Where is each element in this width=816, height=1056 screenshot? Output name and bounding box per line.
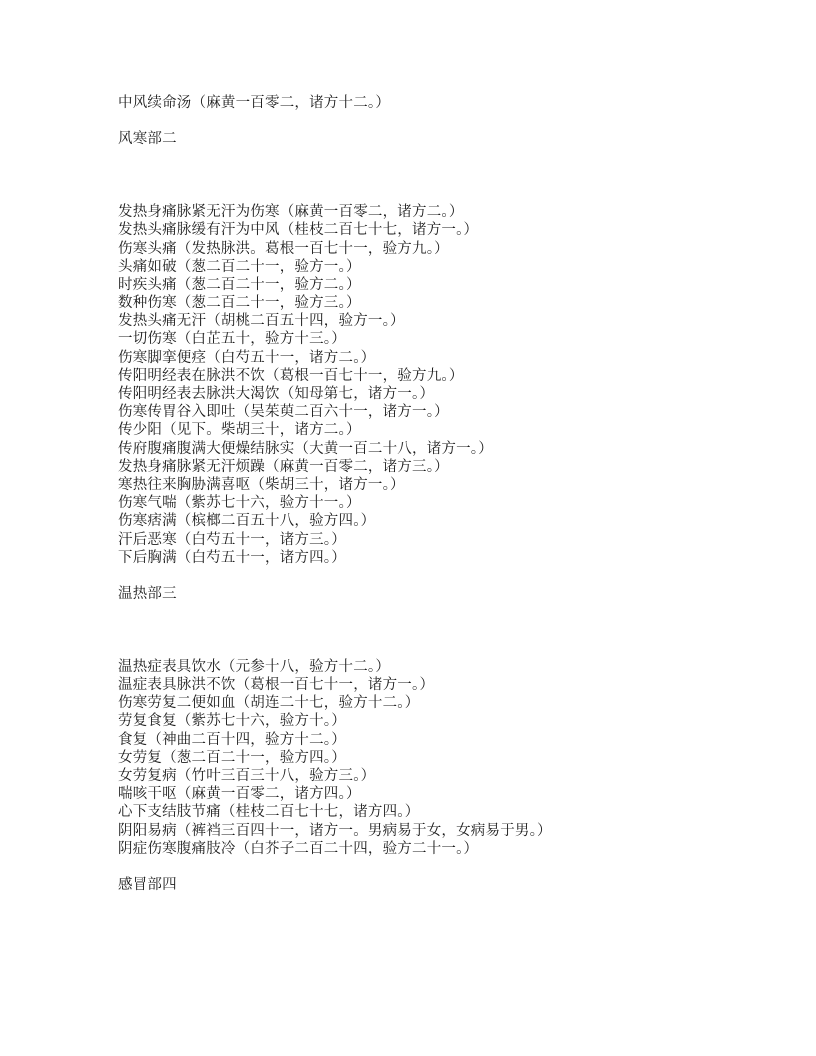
text-line: 下后胸满（白芍五十一，诸方四。） [118,549,346,566]
text-line: 汗后恶寒（白芍五十一，诸方三。） [118,531,346,548]
text-line: 劳复食复（紫苏七十六，验方十。） [118,713,346,730]
text-line: 伤寒劳复二便如血（胡连二十七，验方十二。） [118,695,420,712]
text-line: 头痛如破（葱二百二十一，验方一。） [118,258,361,275]
text-line: 女劳复（葱二百二十一，验方四。） [118,749,346,766]
text-line: 伤寒头痛（发热脉洪。葛根一百七十一，验方九。） [118,240,449,257]
text-line: 温热症表具饮水（元参十八，验方十二。） [118,658,391,675]
document-content [118,94,786,894]
section-wenre [118,658,786,858]
text-line: 女劳复病（竹叶三百三十八，验方三。） [118,768,376,784]
text-line: 发热头痛脉缓有汗为中风（桂枝二百七十七，诸方一。） [118,222,479,239]
text-line: 阴阳易病（裤裆三百四十一，诸方一。男病易于女，女病易于男。） [118,822,552,839]
section-fenghan [118,203,786,567]
text-line: 伤寒痞满（槟榔二百五十八，验方四。） [118,513,376,530]
text-line: 伤寒脚挛便痉（白芍五十一，诸方二。） [118,349,376,366]
section-heading-fenghan: 风寒部二 [118,131,177,148]
section-heading-ganmao: 感冒部四 [118,877,177,894]
text-line: 一切伤寒（白芷五十，验方十三。） [118,331,346,348]
text-line: 温症表具脉洪不饮（葛根一百七十一，诸方一。） [118,677,435,694]
text-line: 寒热往来胸胁满喜呕（柴胡三十，诸方一。） [118,476,405,493]
text-line: 发热身痛脉紧无汗为伤寒（麻黄一百零二，诸方二。） [118,204,464,221]
text-line: 时疾头痛（葱二百二十一，验方二。） [118,276,361,293]
text-line: 发热头痛无汗（胡桃二百五十四，验方一。） [118,313,405,330]
text-line: 传阳明经表去脉洪大渴饮（知母第七，诸方一。） [118,386,435,403]
text-line: 食复（神曲二百十四，验方十二。） [118,731,346,748]
text-line: 发热身痛脉紧无汗烦躁（麻黄一百零二，诸方三。） [118,458,449,475]
text-line: 数种伤寒（葱二百二十一，验方三。） [118,295,361,312]
text-line: 伤寒气喘（紫苏七十六，验方十一。） [118,495,361,512]
intro-line: 中风续命汤（麻黄一百零二，诸方十二。） [118,95,391,111]
text-line: 阴症伤寒腹痛肢冷（白芥子二百二十四，验方二十一。） [118,840,479,857]
text-line: 心下支结肢节痛（桂枝二百七十七，诸方四。） [118,804,420,821]
text-line: 伤寒传胃谷入即吐（吴茱萸二百六十一，诸方一。） [118,404,449,421]
text-line: 传府腹痛腹满大便燥结脉实（大黄一百二十八，诸方一。） [118,440,493,457]
section-heading-wenre: 温热部三 [118,586,177,603]
text-line: 传阳明经表在脉洪不饮（葛根一百七十一，验方九。） [118,367,464,384]
text-line: 喘咳干呕（麻黄一百零二，诸方四。） [118,786,361,803]
text-line: 传少阳（见下。柴胡三十，诸方二。） [118,422,361,439]
